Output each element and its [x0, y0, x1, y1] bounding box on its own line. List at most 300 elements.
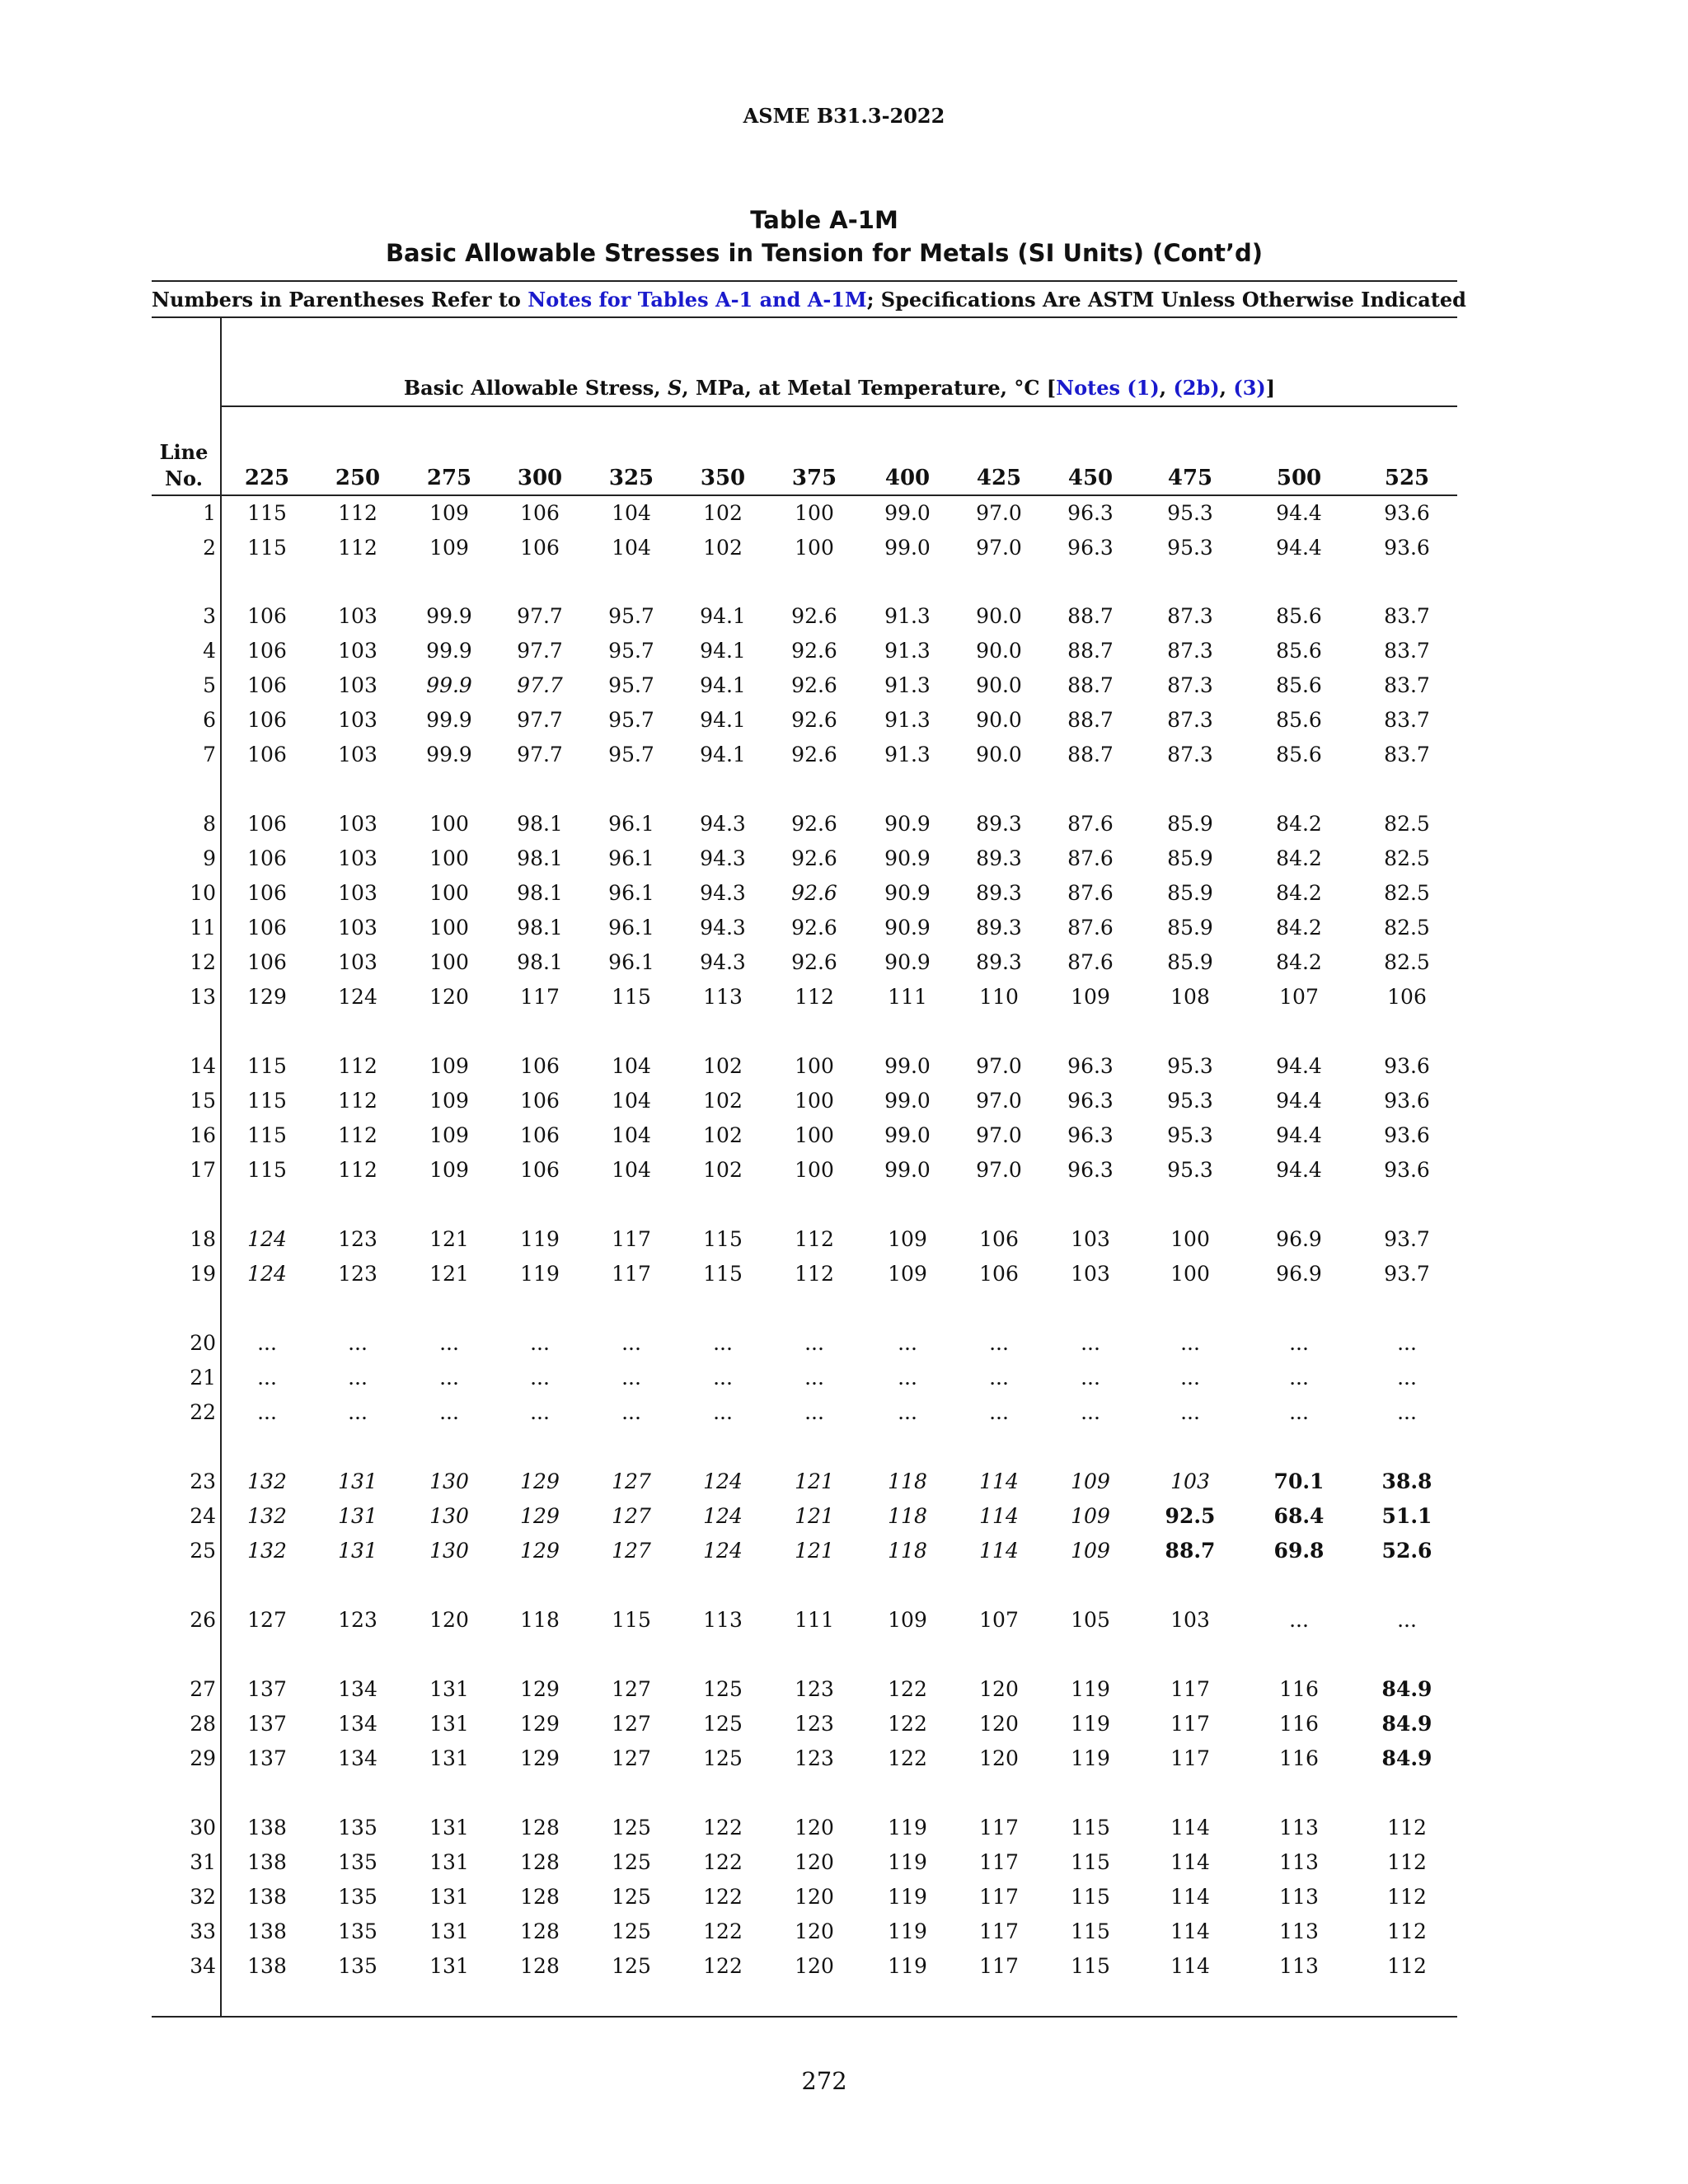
stress-caption [222, 376, 1457, 400]
table-cell: 135 [338, 1885, 377, 1909]
table-cell: 98.1 [517, 881, 563, 905]
line-label-line: Line [159, 440, 209, 464]
column-header: 325 [608, 466, 654, 490]
table-cell: 117 [1170, 1677, 1210, 1701]
table-cell: 82.5 [1384, 881, 1430, 905]
table-cell: 121 [429, 1227, 469, 1251]
table-cell: ... [804, 1331, 824, 1355]
table-cell: 100 [1170, 1262, 1210, 1286]
table-cell: 94.4 [1276, 501, 1322, 525]
table-cell: 87.6 [1067, 950, 1114, 974]
table-cell: 119 [888, 1919, 927, 1943]
table-cell: 135 [338, 1919, 377, 1943]
table-cell: 125 [703, 1712, 743, 1736]
table-cell: 118 [520, 1608, 560, 1632]
table-cell: 117 [520, 985, 560, 1009]
table-cell: 94.4 [1276, 1054, 1322, 1078]
line-number: 17 [190, 1158, 216, 1182]
table-cell: 92.6 [791, 812, 837, 836]
table-cell: 118 [888, 1469, 927, 1493]
table-cell: 95.7 [608, 604, 654, 628]
table-cell: 121 [795, 1469, 834, 1493]
table-cell: 95.7 [608, 673, 654, 697]
table-bottom-rule [152, 2016, 1457, 2018]
table-cell: 51.1 [1381, 1504, 1432, 1528]
table-cell: 96.1 [608, 881, 654, 905]
line-number: 21 [190, 1366, 216, 1390]
table-cell: 100 [429, 916, 469, 940]
table-cell: 82.5 [1384, 950, 1430, 974]
table-cell: 97.0 [976, 501, 1022, 525]
table-cell: ... [348, 1366, 368, 1390]
table-top-rule [152, 280, 1457, 282]
table-cell: 90.9 [884, 846, 931, 870]
notes-link[interactable]: Notes for Tables A-1 and A-1M [528, 288, 867, 312]
table-cell: 121 [795, 1539, 834, 1563]
table-cell: 115 [1071, 1816, 1110, 1840]
table-cell: 97.7 [517, 604, 563, 628]
table-cell: 122 [703, 1954, 743, 1978]
table-cell: 88.7 [1067, 743, 1114, 766]
table-cell: 99.9 [426, 639, 472, 663]
table-cell: 114 [979, 1469, 1019, 1493]
table-cell: 107 [1279, 985, 1319, 1009]
table-cell: 138 [247, 1885, 287, 1909]
table-cell: 117 [979, 1816, 1019, 1840]
table-cell: ... [713, 1331, 733, 1355]
table-cell: 99.0 [884, 501, 931, 525]
table-cell: 100 [429, 846, 469, 870]
table-cell: 131 [338, 1504, 377, 1528]
table-cell: 84.9 [1381, 1677, 1432, 1701]
table-cell: 109 [1071, 1504, 1110, 1528]
table-cell: ... [1081, 1400, 1100, 1424]
table-cell: ... [348, 1400, 368, 1424]
table-cell: ... [1289, 1400, 1309, 1424]
line-number: 32 [190, 1885, 216, 1909]
table-cell: 92.5 [1165, 1504, 1216, 1528]
table-cell: 92.6 [791, 673, 837, 697]
table-cell: 122 [888, 1746, 927, 1770]
line-number: 9 [203, 846, 216, 870]
table-cell: 104 [612, 1158, 651, 1182]
column-header: 500 [1276, 466, 1322, 490]
table-cell: 112 [795, 1262, 834, 1286]
table-cell: 128 [520, 1885, 560, 1909]
table-cell: 113 [1279, 1954, 1319, 1978]
table-cell: 119 [1071, 1712, 1110, 1736]
table-cell: 109 [429, 1158, 469, 1182]
table-cell: 129 [520, 1539, 560, 1563]
line-number: 20 [190, 1331, 216, 1355]
table-cell: 69.8 [1273, 1539, 1325, 1563]
table-cell: 96.1 [608, 846, 654, 870]
table-cell: 131 [429, 1885, 469, 1909]
table-cell: ... [1397, 1331, 1417, 1355]
table-cell: 114 [1170, 1816, 1210, 1840]
table-cell: 120 [979, 1712, 1019, 1736]
table-cell: 122 [888, 1677, 927, 1701]
table-cell: 89.3 [976, 881, 1022, 905]
table-cell: 93.6 [1384, 1054, 1430, 1078]
table-cell: ... [1397, 1400, 1417, 1424]
table-cell: 114 [979, 1504, 1019, 1528]
table-cell: 132 [247, 1539, 287, 1563]
line-number: 6 [203, 708, 216, 732]
table-cell: 103 [338, 950, 377, 974]
table-cell: 85.6 [1276, 743, 1322, 766]
table-cell: 89.3 [976, 812, 1022, 836]
table-cell: ... [989, 1366, 1009, 1390]
table-cell: 94.4 [1276, 1089, 1322, 1113]
table-cell: 102 [703, 1123, 743, 1147]
table-cell: 134 [338, 1677, 377, 1701]
table-cell: 111 [795, 1608, 834, 1632]
table-cell: 95.3 [1167, 1054, 1213, 1078]
table-cell: 125 [703, 1746, 743, 1770]
line-number: 24 [190, 1504, 216, 1528]
table-cell: 120 [979, 1677, 1019, 1701]
line-number: 34 [190, 1954, 216, 1978]
table-cell: 138 [247, 1954, 287, 1978]
table-cell: 120 [795, 1816, 834, 1840]
table-cell: 123 [795, 1712, 834, 1736]
table-cell: 94.1 [700, 673, 746, 697]
table-cell: 95.3 [1167, 536, 1213, 560]
line-number: 19 [190, 1262, 216, 1286]
table-cell: 90.0 [976, 639, 1022, 663]
table-cell: 84.2 [1276, 916, 1322, 940]
table-cell: 115 [1071, 1885, 1110, 1909]
table-cell: 118 [888, 1539, 927, 1563]
table-cell: 108 [1170, 985, 1210, 1009]
table-cell: 96.3 [1067, 1089, 1114, 1113]
table-cell: 100 [429, 881, 469, 905]
table-cell: 106 [979, 1227, 1019, 1251]
table-cell: 104 [612, 536, 651, 560]
table-cell: 131 [429, 1712, 469, 1736]
table-cell: 96.3 [1067, 1054, 1114, 1078]
table-cell: 98.1 [517, 812, 563, 836]
table-cell: 102 [703, 536, 743, 560]
table-cell: 93.6 [1384, 536, 1430, 560]
table-cell: 94.3 [700, 950, 746, 974]
line-number: 18 [190, 1227, 216, 1251]
table-cell: 103 [338, 812, 377, 836]
table-cell: 87.3 [1167, 673, 1213, 697]
table-cell: 127 [612, 1712, 651, 1736]
table-cell: 109 [429, 1123, 469, 1147]
table-cell: 115 [247, 1158, 287, 1182]
table-cell: 106 [520, 1123, 560, 1147]
table-cell: 104 [612, 1089, 651, 1113]
table-cell: ... [1289, 1608, 1309, 1632]
table-cell: 113 [703, 1608, 743, 1632]
table-cell: 88.7 [1067, 673, 1114, 697]
table-cell: 85.9 [1167, 950, 1213, 974]
table-cell: 106 [520, 536, 560, 560]
table-cell: 117 [979, 1954, 1019, 1978]
table-cell: 121 [429, 1262, 469, 1286]
table-cell: ... [257, 1331, 277, 1355]
table-cell: 115 [703, 1262, 743, 1286]
table-cell: 85.6 [1276, 604, 1322, 628]
table-cell: 131 [429, 1919, 469, 1943]
table-cell: 123 [338, 1608, 377, 1632]
table-cell: 125 [612, 1919, 651, 1943]
table-cell: 92.6 [791, 743, 837, 766]
table-cell: 106 [247, 950, 287, 974]
table-cell: 127 [612, 1746, 651, 1770]
table-cell: 117 [979, 1919, 1019, 1943]
table-cell: 106 [520, 1158, 560, 1182]
table-cell: ... [1180, 1366, 1200, 1390]
stress-note-link-2[interactable]: (2b) [1173, 376, 1220, 400]
table-cell: 87.3 [1167, 743, 1213, 766]
table-cell: 102 [703, 1158, 743, 1182]
table-cell: 97.0 [976, 1054, 1022, 1078]
line-number: 4 [203, 639, 216, 663]
table-cell: 122 [703, 1816, 743, 1840]
table-cell: 122 [703, 1919, 743, 1943]
table-cell: 88.7 [1067, 639, 1114, 663]
table-cell: 68.4 [1273, 1504, 1325, 1528]
table-cell: 122 [703, 1885, 743, 1909]
table-cell: 103 [338, 916, 377, 940]
column-header: 425 [976, 466, 1022, 490]
table-cell: 129 [520, 1469, 560, 1493]
stress-end: ] [1265, 376, 1276, 400]
table-cell: 135 [338, 1850, 377, 1874]
table-cell: 112 [1387, 1919, 1427, 1943]
table-cell: 119 [520, 1262, 560, 1286]
table-cell: 87.3 [1167, 708, 1213, 732]
table-cell: 109 [888, 1608, 927, 1632]
table-cell: 103 [338, 708, 377, 732]
table-cell: 109 [429, 501, 469, 525]
table-cell: 120 [429, 1608, 469, 1632]
table-cell: 115 [1071, 1850, 1110, 1874]
table-cell: 92.6 [791, 639, 837, 663]
stress-prefix: Basic Allowable Stress, [403, 376, 668, 400]
table-cell: 123 [795, 1746, 834, 1770]
table-cell: 91.3 [884, 639, 931, 663]
table-cell: ... [898, 1331, 917, 1355]
table-cell: 115 [1071, 1919, 1110, 1943]
table-cell: 96.9 [1276, 1262, 1322, 1286]
table-cell: 93.6 [1384, 1089, 1430, 1113]
table-cell: 107 [979, 1608, 1019, 1632]
table-cell: 100 [795, 1123, 834, 1147]
table-cell: 106 [247, 743, 287, 766]
table-cell: 113 [1279, 1885, 1319, 1909]
column-header: 475 [1167, 466, 1213, 490]
line-number: 1 [203, 501, 216, 525]
line-number: 11 [190, 916, 216, 940]
table-cell: 114 [979, 1539, 1019, 1563]
table-cell: 127 [612, 1469, 651, 1493]
table-cell: 112 [338, 501, 377, 525]
table-cell: 83.7 [1384, 673, 1430, 697]
table-cell: 92.6 [791, 604, 837, 628]
table-cell: 131 [429, 1746, 469, 1770]
table-cell: 96.1 [608, 812, 654, 836]
table-cell: 112 [338, 1054, 377, 1078]
table-cell: 96.3 [1067, 536, 1114, 560]
header-bottom-rule [152, 494, 1457, 496]
table-cell: 137 [247, 1677, 287, 1701]
table-cell: 119 [1071, 1746, 1110, 1770]
table-cell: ... [1081, 1331, 1100, 1355]
table-cell: 99.9 [426, 743, 472, 766]
table-cell: 94.3 [700, 812, 746, 836]
table-cell: 100 [795, 1054, 834, 1078]
table-cell: 87.6 [1067, 846, 1114, 870]
table-cell: ... [898, 1366, 917, 1390]
table-cell: 116 [1279, 1677, 1319, 1701]
table-cell: 98.1 [517, 950, 563, 974]
table-cell: 109 [888, 1262, 927, 1286]
table-cell: 83.7 [1384, 708, 1430, 732]
table-cell: 98.1 [517, 846, 563, 870]
table-cell: 106 [520, 1054, 560, 1078]
table-cell: 84.9 [1381, 1746, 1432, 1770]
table-cell: 135 [338, 1816, 377, 1840]
table-cell: ... [713, 1400, 733, 1424]
table-cell: 124 [247, 1262, 287, 1286]
table-cell: 109 [429, 536, 469, 560]
table-cell: 100 [1170, 1227, 1210, 1251]
table-cell: 120 [795, 1919, 834, 1943]
table-cell: 106 [520, 1089, 560, 1113]
table-cell: 103 [338, 743, 377, 766]
line-number: 27 [190, 1677, 216, 1701]
table-cell: 128 [520, 1954, 560, 1978]
table-cell: 127 [612, 1677, 651, 1701]
line-no-divider [220, 318, 222, 2018]
table-cell: 83.7 [1384, 604, 1430, 628]
table-cell: 89.3 [976, 950, 1022, 974]
table-cell: 138 [247, 1850, 287, 1874]
line-number: 7 [203, 743, 216, 766]
table-cell: 131 [429, 1816, 469, 1840]
column-header: 300 [517, 466, 563, 490]
table-cell: 127 [612, 1504, 651, 1528]
table-cell: 137 [247, 1712, 287, 1736]
column-header: 375 [791, 466, 837, 490]
table-cell: 121 [795, 1504, 834, 1528]
stress-note-link-1[interactable]: Notes (1) [1056, 376, 1160, 400]
table-cell: 93.6 [1384, 1158, 1430, 1182]
table-cell: 109 [1071, 1469, 1110, 1493]
table-cell: 116 [1279, 1712, 1319, 1736]
table-cell: 93.6 [1384, 501, 1430, 525]
table-cell: 87.6 [1067, 812, 1114, 836]
table-cell: 106 [520, 501, 560, 525]
table-cell: 111 [888, 985, 927, 1009]
table-cell: 100 [795, 1089, 834, 1113]
table-cell: 125 [703, 1677, 743, 1701]
table-cell: 88.7 [1067, 708, 1114, 732]
table-cell: 115 [612, 985, 651, 1009]
table-cell: 115 [1071, 1954, 1110, 1978]
table-cell: 100 [795, 1158, 834, 1182]
table-cell: 99.0 [884, 1089, 931, 1113]
table-cell: 96.3 [1067, 1158, 1114, 1182]
table-cell: 123 [795, 1677, 834, 1701]
table-cell: 87.3 [1167, 639, 1213, 663]
table-cell: 85.6 [1276, 639, 1322, 663]
table-cell: 117 [1170, 1746, 1210, 1770]
table-cell: 90.0 [976, 708, 1022, 732]
table-cell: ... [257, 1366, 277, 1390]
table-cell: 124 [338, 985, 377, 1009]
table-cell: 109 [429, 1054, 469, 1078]
table-cell: 90.0 [976, 604, 1022, 628]
table-cell: 115 [247, 1054, 287, 1078]
table-cell: ... [898, 1400, 917, 1424]
table-cell: 96.1 [608, 916, 654, 940]
table-cell: 84.9 [1381, 1712, 1432, 1736]
table-cell: 94.3 [700, 881, 746, 905]
document-header: ASME B31.3-2022 [743, 104, 945, 128]
table-cell: 94.4 [1276, 1123, 1322, 1147]
table-cell: 82.5 [1384, 916, 1430, 940]
table-cell: 123 [338, 1227, 377, 1251]
table-cell: 102 [703, 1089, 743, 1113]
table-cell: 114 [1170, 1885, 1210, 1909]
column-header: 400 [884, 466, 931, 490]
table-cell: 124 [703, 1469, 743, 1493]
table-cell: 124 [703, 1504, 743, 1528]
table-cell: ... [989, 1400, 1009, 1424]
table-id: Table A-1M [750, 206, 898, 234]
line-number: 30 [190, 1816, 216, 1840]
table-cell: 97.7 [517, 708, 563, 732]
table-cell: 125 [612, 1816, 651, 1840]
table-cell: 124 [247, 1227, 287, 1251]
table-cell: 130 [429, 1504, 469, 1528]
table-cell: 94.1 [700, 639, 746, 663]
table-cell: 93.6 [1384, 1123, 1430, 1147]
table-cell: 135 [338, 1954, 377, 1978]
table-cell: 129 [520, 1677, 560, 1701]
table-cell: 112 [338, 1123, 377, 1147]
table-cell: 102 [703, 501, 743, 525]
table-cell: 90.0 [976, 673, 1022, 697]
table-cell: 129 [520, 1746, 560, 1770]
table-cell: 115 [703, 1227, 743, 1251]
table-cell: 106 [247, 708, 287, 732]
table-cell: 113 [1279, 1816, 1319, 1840]
line-number: 5 [203, 673, 216, 697]
table-cell: 103 [338, 846, 377, 870]
table-cell: 92.6 [791, 950, 837, 974]
table-cell: 103 [1170, 1608, 1210, 1632]
table-cell: 100 [795, 536, 834, 560]
table-cell: 94.3 [700, 846, 746, 870]
table-cell: 95.7 [608, 708, 654, 732]
stress-note-link-3[interactable]: (3) [1233, 376, 1266, 400]
table-cell: 114 [1170, 1954, 1210, 1978]
table-cell: 103 [338, 881, 377, 905]
table-cell: 85.6 [1276, 673, 1322, 697]
table-cell: 97.7 [517, 673, 563, 697]
table-cell: 90.0 [976, 743, 1022, 766]
table-cell: 95.3 [1167, 1123, 1213, 1147]
table-cell: 102 [703, 1054, 743, 1078]
notes-line [152, 288, 1466, 312]
